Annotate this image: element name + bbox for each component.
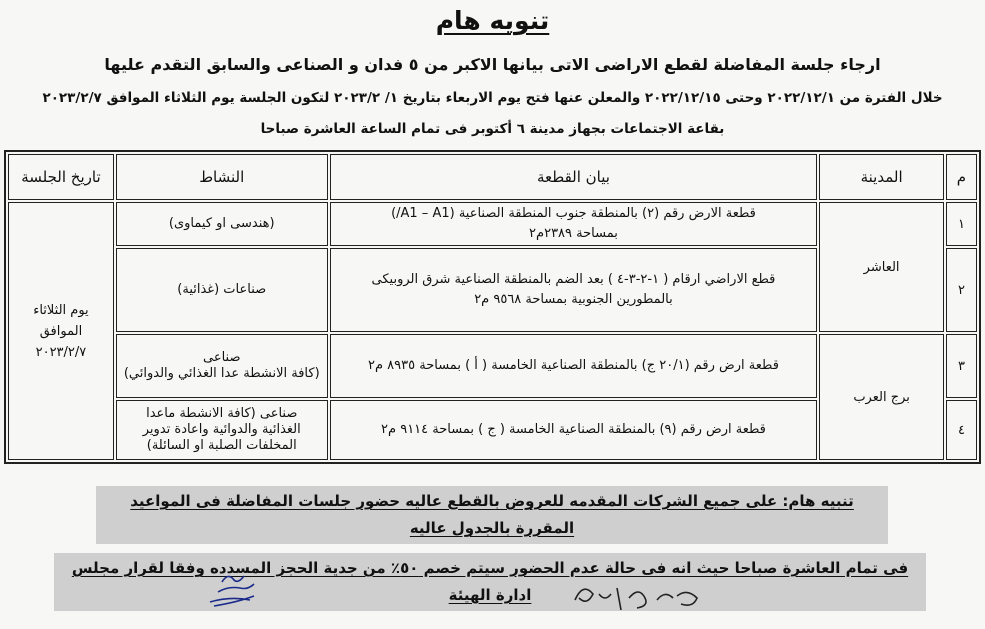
notice-line-1-text: : على جميع الشركات المقدمه للعروض بالقطع عاليه حضور جلسات المفاضلة فى المواعيد المقررة بالجدول عاليه bbox=[130, 492, 789, 537]
plot-line: بالمطورين الجنوبية بمساحة ٩٥٦٨ م٢ bbox=[474, 292, 673, 307]
activity-line: (هندسى او كيماوى) bbox=[168, 216, 275, 231]
row-number: ١ bbox=[946, 202, 977, 246]
important-notice bbox=[58, 483, 926, 604]
plot-cell bbox=[330, 248, 818, 332]
activity-line: (كافة الانشطة عدا الغذائي والدوائي) bbox=[123, 366, 320, 381]
notice-line-2: فى تمام العاشرة صباحا حيث انه فى حالة عدم الحضور سيتم خصم ٥٠٪ من جدية الحجز المسدده وفقا لقرار مجلس ادارة الهيئة bbox=[54, 553, 926, 611]
activity-cell bbox=[116, 202, 328, 246]
subtitle-line-2: خلال الفترة من ٢٠٢٢/١٢/١ وحتى ٢٠٢٢/١٢/١٥ والمعلن عنها فتح يوم الاربعاء بتاريخ ١/ ٢٠٢٣/٢ لتكون الجلسة يوم الثلاثاء الموافق ٢٠٢٣/٢/٧ bbox=[42, 90, 943, 106]
plot-line: قطعة ارض رقم (٩) بالمنطقة الصناعية الخامسة ( ج ) بمساحة ٩١١٤ م٢ bbox=[381, 422, 766, 437]
activity-line: المخلفات الصلبة او السائلة) bbox=[146, 438, 297, 453]
signature-left bbox=[200, 562, 270, 612]
activity-line: صناعى bbox=[202, 350, 241, 365]
subtitle-line-1: ارجاء جلسة المفاضلة لقطع الاراضى الاتى بيانها الاكبر من ٥ فدان و الصناعى والسابق التقدم عليها bbox=[104, 55, 881, 74]
row-number: ٤ bbox=[946, 400, 977, 460]
row-number: ٢ bbox=[946, 248, 977, 332]
plot-line: قطع الاراضي ارقام ( ١-٢-٣-٤ ) بعد الضم بالمنطقة الصناعية شرق الروبيكى bbox=[371, 272, 776, 287]
notice-label: تنبيه هام bbox=[788, 492, 854, 510]
header-num: م bbox=[946, 154, 977, 200]
table-row bbox=[8, 334, 977, 398]
activity-cell bbox=[116, 334, 328, 398]
activity-line: صناعى (كافة الانشطة ماعدا bbox=[146, 406, 298, 421]
row-number: ٣ bbox=[946, 334, 977, 398]
plot-cell bbox=[330, 400, 818, 460]
notice-line-1 bbox=[96, 486, 888, 544]
page-title bbox=[0, 6, 985, 35]
plot-line: قطعة ارض رقم (٢٠/١ ج) بالمنطقة الصناعية الخامسة ( أ ) بمساحة ٨٩٣٥ م٢ bbox=[368, 358, 779, 373]
plots-table bbox=[4, 150, 981, 464]
activity-cell bbox=[116, 400, 328, 460]
plot-cell bbox=[330, 202, 818, 246]
plot-line: بمساحة ٢٣٨٩م٢ bbox=[529, 226, 618, 241]
table-header-row bbox=[8, 154, 977, 200]
subtitle-line-3: بقاعة الاجتماعات بجهاز مدينة ٦ أكتوبر فى تمام الساعة العاشرة صباحا bbox=[260, 121, 725, 137]
title-text: تنويه هام bbox=[435, 6, 550, 35]
header-date: تاريخ الجلسة bbox=[8, 154, 114, 200]
city-cell: برج العرب bbox=[819, 334, 944, 460]
session-day: يوم الثلاثاء bbox=[33, 302, 89, 318]
activity-line: الغذائية والدوائية واعادة تدوير bbox=[142, 422, 301, 437]
city-cell: العاشر bbox=[819, 202, 944, 332]
header-city: المدينة bbox=[819, 154, 944, 200]
plot-cell bbox=[330, 334, 818, 398]
session-date-cell bbox=[8, 202, 114, 460]
header-activity: النشاط bbox=[116, 154, 328, 200]
activity-line: صناعات (غذائية) bbox=[177, 282, 267, 297]
activity-cell bbox=[116, 248, 328, 332]
signature-right bbox=[565, 570, 715, 620]
header-plot: بيان القطعة bbox=[330, 154, 818, 200]
plot-line: قطعة الارض رقم (٢) بالمنطقة جنوب المنطقة الصناعية (A1 – A1/) bbox=[391, 206, 756, 221]
table-row bbox=[8, 202, 977, 246]
session-date: الموافق ٢٠٢٣/٢/٧ bbox=[35, 323, 87, 360]
